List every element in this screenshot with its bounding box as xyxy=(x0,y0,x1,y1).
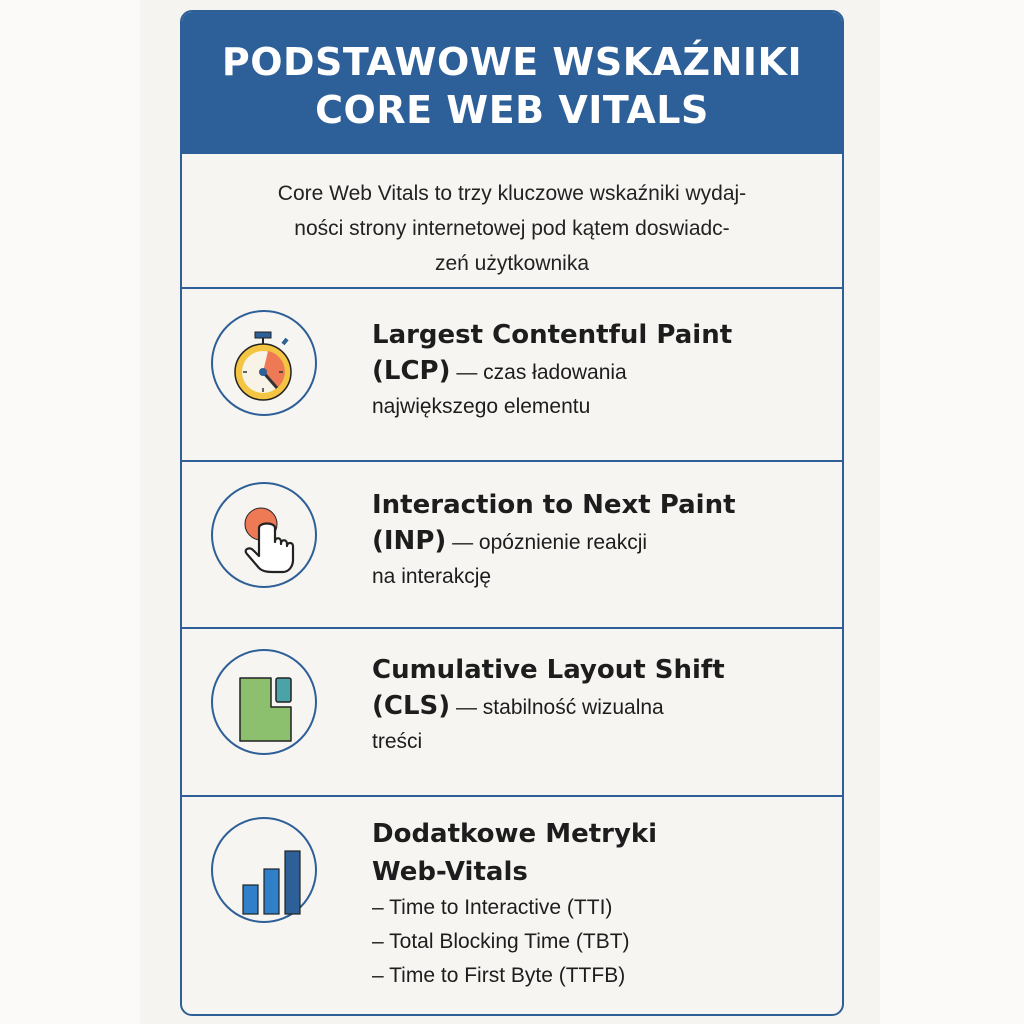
bar-chart-icon xyxy=(211,817,317,923)
metric-list-item: – Total Blocking Time (TBT) xyxy=(372,930,630,953)
metric-list-item: – Time to First Byte (TTFB) xyxy=(372,964,626,987)
metric-desc: największego elementu xyxy=(372,395,591,418)
metric-abbr: (CLS) xyxy=(372,691,451,721)
tap-hand-icon xyxy=(211,482,317,588)
metric-desc: treści xyxy=(372,730,423,753)
layout-blocks-icon xyxy=(211,649,317,755)
metric-title: Web-Vitals xyxy=(372,857,528,887)
metric-title: Dodatkowe Metryki xyxy=(372,819,658,849)
metric-abbr: (INP) xyxy=(372,526,447,556)
metric-row-lcp xyxy=(182,289,842,462)
metric-desc: — stabilność wizualna xyxy=(450,696,664,719)
metric-row-inp xyxy=(182,462,842,629)
header-title-line1: PODSTAWOWE WSKAŹNIKI xyxy=(221,40,803,84)
metric-list-item: – Time to Interactive (TTI) xyxy=(372,896,613,919)
metric-title: Cumulative Layout Shift xyxy=(372,655,725,685)
metric-row-additional xyxy=(182,797,842,1014)
intro-line: zeń użytkownika xyxy=(434,252,590,275)
metric-text xyxy=(372,651,832,759)
metric-desc: — opóznienie reakcji xyxy=(446,531,648,554)
metric-text xyxy=(372,316,832,424)
metric-desc: — czas ładowania xyxy=(450,361,627,384)
intro-line: Core Web Vitals to trzy kluczowe wskaźniki wydaj- xyxy=(277,182,747,205)
header-title-line2: CORE WEB VITALS xyxy=(315,88,709,132)
metric-abbr: (LCP) xyxy=(372,356,451,386)
header xyxy=(182,12,842,154)
metric-desc: na interakcję xyxy=(372,565,492,588)
infographic-card xyxy=(180,10,844,1016)
metric-text xyxy=(372,815,832,993)
metric-row-cls xyxy=(182,629,842,797)
intro-line: ności strony internetowej pod kątem doswiadc- xyxy=(294,217,730,240)
metric-text xyxy=(372,486,832,594)
metric-title: Interaction to Next Paint xyxy=(372,490,736,520)
metric-title: Largest Contentful Paint xyxy=(372,320,733,350)
stopwatch-icon xyxy=(211,310,317,416)
intro-section xyxy=(182,154,842,289)
